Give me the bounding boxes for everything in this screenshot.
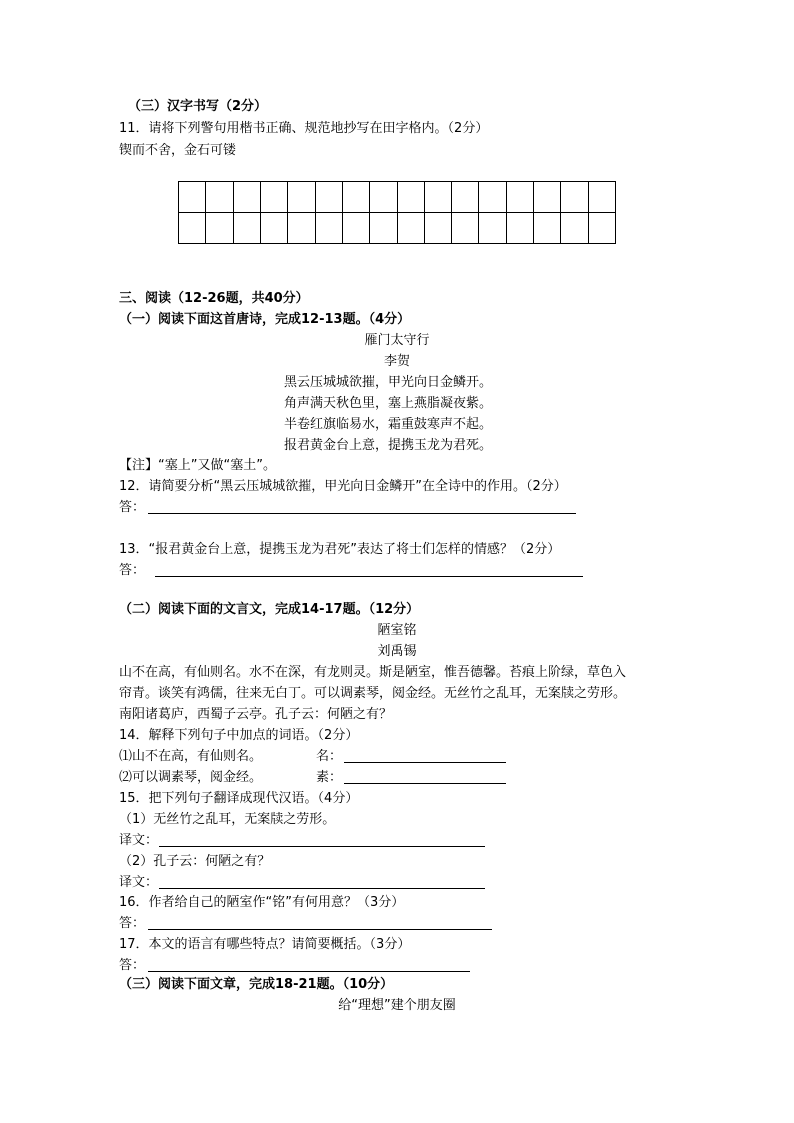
answer-label: 答： [119,500,146,515]
grid-cell[interactable] [424,182,451,213]
grid-cell[interactable] [206,182,233,213]
essay-text-line: 山不在高，有仙则名。水不在深，有龙则灵。斯是陋室，惟吾德馨。苔痕上阶绿，草色入 [119,665,627,680]
poem-line: 角声满天秋色里，塞上燕脂凝夜紫。 [284,396,493,411]
poem-line: 半卷红旗临易水，霜重鼓寒声不起。 [284,417,493,432]
writing-grid-row [179,182,616,213]
grid-cell[interactable] [179,182,206,213]
grid-cell[interactable] [534,182,561,213]
subsection-article-heading: （三）阅读下面文章，完成18-21题。（10分） [119,977,394,992]
writing-grid[interactable] [178,181,616,244]
grid-cell[interactable] [370,182,397,213]
grid-cell[interactable] [260,182,287,213]
grid-cell[interactable] [342,213,369,244]
q14-sentence: ⑴山不在高，有仙则名。 [119,749,263,764]
grid-cell[interactable] [506,213,533,244]
grid-cell[interactable] [233,213,260,244]
subsection-classical-heading: （二）阅读下面的文言文，完成14-17题。（12分） [119,602,420,617]
grid-cell[interactable] [206,213,233,244]
grid-cell[interactable] [479,182,506,213]
grid-cell[interactable] [179,213,206,244]
poem-title: 雁门太守行 [364,333,430,348]
subsection-poem-heading: （一）阅读下面这首唐诗，完成12-13题。（4分） [119,312,411,327]
article-title: 给“理想”建个朋友圈 [338,998,456,1013]
grid-cell[interactable] [452,182,479,213]
poem-note: 【注】“塞上”又做“塞土”。 [119,458,276,473]
grid-cell[interactable] [397,182,424,213]
part3-heading: 三、阅读（12-26题，共40分） [119,291,309,306]
q15-sentence-1: （1）无丝竹之乱耳，无案牍之劳形。 [119,812,336,827]
grid-cell[interactable] [561,213,588,244]
question-13: 13．“报君黄金台上意，提携玉龙为君死”表达了将士们怎样的情感？（2分） [119,542,561,557]
grid-cell[interactable] [479,213,506,244]
grid-cell[interactable] [424,213,451,244]
question-16: 16．作者给自己的陋室作“铭”有何用意？（3分） [119,895,405,910]
poem-author: 李贺 [383,354,410,369]
essay-text-line: 南阳诸葛庐，西蜀子云亭。孔子云：何陋之有？ [119,707,393,722]
answer-line-q14-1[interactable] [344,762,506,763]
translation-label: 译文： [119,875,159,890]
answer-line-q16[interactable] [148,929,492,930]
section-heading-hanzi-writing: （三）汉字书写（2分） [128,99,268,114]
poem-line: 报君黄金台上意，提携玉龙为君死。 [284,438,493,453]
grid-cell[interactable] [288,213,315,244]
grid-cell[interactable] [561,182,588,213]
translation-label: 译文： [119,833,159,848]
question-14: 14．解释下列句子中加点的词语。（2分） [119,728,359,743]
answer-label: 答： [119,916,146,931]
grid-cell[interactable] [534,213,561,244]
answer-line-q13[interactable] [155,576,583,577]
q14-word-label: 素： [316,770,343,785]
q15-sentence-2: （2）孔子云：何陋之有？ [119,854,271,869]
grid-cell[interactable] [233,182,260,213]
grid-cell[interactable] [588,182,615,213]
poem-line: 黑云压城城欲摧，甲光向日金鳞开。 [284,375,493,390]
question-11: 11．请将下列警句用楷书正确、规范地抄写在田字格内。（2分） [119,121,489,136]
question-15: 15．把下列句子翻译成现代汉语。（4分） [119,791,359,806]
grid-cell[interactable] [452,213,479,244]
answer-line-q12[interactable] [148,513,576,514]
answer-line-q14-2[interactable] [344,783,506,784]
grid-cell[interactable] [315,213,342,244]
essay-title: 陋室铭 [377,623,417,638]
answer-line-q15-1[interactable] [159,846,485,847]
grid-cell[interactable] [260,213,287,244]
answer-line-q15-2[interactable] [159,888,485,889]
grid-cell[interactable] [370,213,397,244]
answer-line-q17[interactable] [148,971,470,972]
essay-author: 刘禹锡 [377,644,417,659]
q14-sentence: ⑵可以调素琴，阅金经。 [119,770,263,785]
question-17: 17．本文的语言有哪些特点？请简要概括。（3分） [119,937,411,952]
grid-cell[interactable] [397,213,424,244]
q14-word-label: 名： [316,749,343,764]
grid-cell[interactable] [315,182,342,213]
grid-cell[interactable] [288,182,315,213]
essay-text-line: 帘青。谈笑有鸿儒，往来无白丁。可以调素琴，阅金经。无丝竹之乱耳，无案牍之劳形。 [119,686,627,701]
grid-cell[interactable] [588,213,615,244]
grid-cell[interactable] [506,182,533,213]
answer-label: 答： [119,958,146,973]
motto-phrase: 锲而不舍，金石可镂 [119,143,237,158]
answer-label: 答： [119,563,146,578]
grid-cell[interactable] [342,182,369,213]
question-12: 12．请简要分析“黑云压城城欲摧，甲光向日金鳞开”在全诗中的作用。（2分） [119,479,567,494]
writing-grid-row [179,213,616,244]
